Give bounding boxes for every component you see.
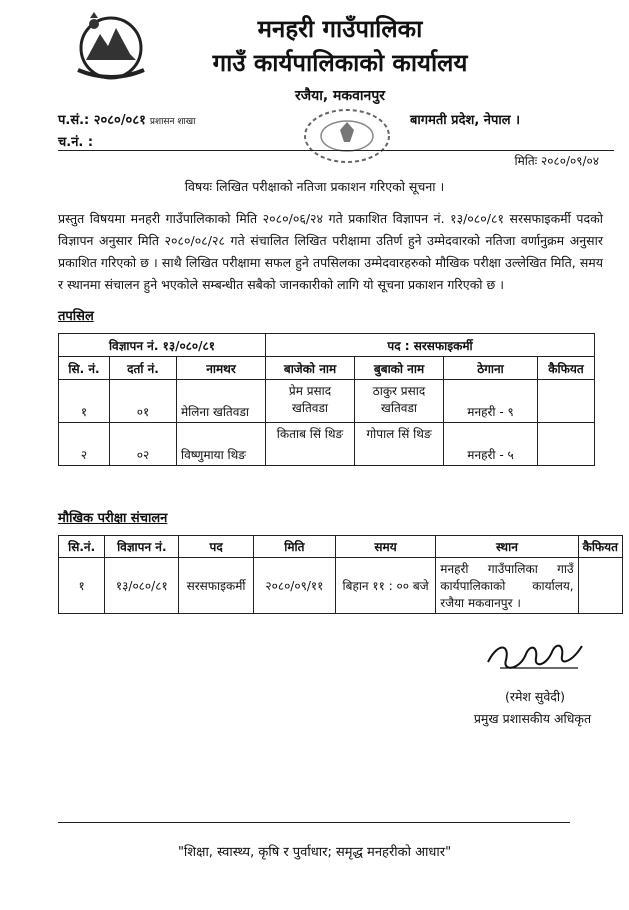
dispatch-number: च.नं. :	[58, 135, 94, 150]
section-title-details: तपसिल	[58, 309, 94, 324]
ref-section: प्रशासन शाखा	[149, 117, 196, 127]
col-post: पद	[179, 536, 254, 558]
cell-sn: १	[59, 558, 105, 614]
cell-sn: २	[59, 423, 110, 466]
reference-number	[58, 110, 196, 128]
cell-father: ठाकुर प्रसाद खतिवडा	[355, 380, 444, 423]
col-father: बुबाको नाम	[355, 357, 444, 380]
notice-subject: विषयः लिखित परीक्षाको नतिजा प्रकाशन गरिएको सूचना ।	[184, 179, 445, 194]
section-title-interview: मौखिक परीक्षा संचालन	[58, 511, 168, 526]
table-row	[59, 558, 623, 614]
notice-body: प्रस्तुत विषयमा मनहरी गाउँपालिकाको मिति २०८०/०६/२४ गते प्रकाशित विज्ञापन नं. १३/०८०/८१ सरसफाइकर्मी पदको विज्ञापन अनुसार मिति २०८०/०८/२८ गते संचालित लिखित परीक्षामा उतिर्ण हुने उम्मेदवारको नतिजा वर्णानुक्रम अनुसार प्रकाशित गरिएको छ । साथै लिखित परीक्षामा सफल हुने तपसिलका उम्मेदवारहरुको मौखिक परीक्षा उल्लेखित मिति, समय र स्थानमा संचालन हुने भएकोले सम्बन्धीत सबैको जानकारीको लागि यो सूचना प्रकाशन गरिएको छ ।	[58, 211, 603, 292]
province-address: बागमती प्रदेश, नेपाल ।	[410, 113, 521, 128]
cell-date: २०८०/०९/११	[253, 558, 335, 614]
cell-remarks	[538, 380, 595, 423]
col-reg-no: दर्ता नं.	[110, 357, 177, 380]
result-table	[58, 333, 595, 466]
cell-time: बिहान ११ : ०० बजे	[335, 558, 435, 614]
col-sn: सि.नं.	[59, 536, 105, 558]
cell-venue: मनहरी गाउँपालिका गाउँ कार्यपालिकाको कार्यालय, रजैया मकवानपुर ।	[436, 558, 578, 614]
cell-post: सरसफाइकर्मी	[179, 558, 254, 614]
org-name: मनहरी गाउँपालिका	[257, 15, 423, 43]
cell-grandfather: किताब सिं थिङ	[266, 423, 355, 466]
col-venue: स्थान	[436, 536, 578, 558]
col-remarks: कैफियत	[578, 536, 622, 558]
advertisement-number: विज्ञापन नं. १३/०८०/८१	[59, 334, 266, 357]
col-sn: सि. नं.	[59, 357, 110, 380]
col-address: ठेगाना	[444, 357, 538, 380]
footer-divider	[58, 822, 570, 823]
cell-sn: १	[59, 380, 110, 423]
signatory-title: प्रमुख प्रशासकीय अधिकृत	[473, 711, 592, 726]
cell-grandfather: प्रेम प्रसाद खतिवडा	[266, 380, 355, 423]
signature-icon	[480, 632, 590, 680]
cell-remarks	[578, 558, 622, 614]
interview-table	[58, 535, 623, 614]
footer-motto: "शिक्षा, स्वास्थ्य, कृषि र पुर्वाधार; समृद्ध मनहरीको आधार"	[177, 845, 452, 860]
cell-name: मेलिना खतिवडा	[177, 380, 266, 423]
cell-address: मनहरी - ९	[444, 380, 538, 423]
col-time: समय	[335, 536, 435, 558]
ref-number-text: प.सं.: २०८०/०८१	[58, 113, 146, 128]
signatory-name: (रमेश सुवेदी)	[504, 689, 566, 704]
table-row	[59, 380, 595, 423]
notice-date: मितिः २०८०/०९/०४	[514, 154, 599, 168]
cell-father: गोपाल सिं थिङ	[355, 423, 444, 466]
office-name: गाउँ कार्यपालिकाको कार्यालय	[212, 49, 468, 77]
office-stamp-icon	[292, 102, 402, 174]
header-divider	[58, 150, 614, 151]
nepal-emblem-icon	[72, 10, 150, 82]
post-name: पद : सरसफाइकर्मी	[266, 334, 595, 357]
table-row	[59, 423, 595, 466]
col-grandfather: बाजेको नाम	[266, 357, 355, 380]
col-name: नामथर	[177, 357, 266, 380]
cell-remarks	[538, 423, 595, 466]
cell-adv-no: १३/०८०/८१	[105, 558, 179, 614]
cell-name: विष्णुमाया थिङ	[177, 423, 266, 466]
col-adv-no: विज्ञापन नं.	[105, 536, 179, 558]
col-date: मिति	[253, 536, 335, 558]
cell-address: मनहरी - ५	[444, 423, 538, 466]
col-remarks: कैफियत	[538, 357, 595, 380]
office-address: रजैया, मकवानपुर	[294, 88, 386, 104]
cell-reg-no: ०१	[110, 380, 177, 423]
cell-reg-no: ०२	[110, 423, 177, 466]
